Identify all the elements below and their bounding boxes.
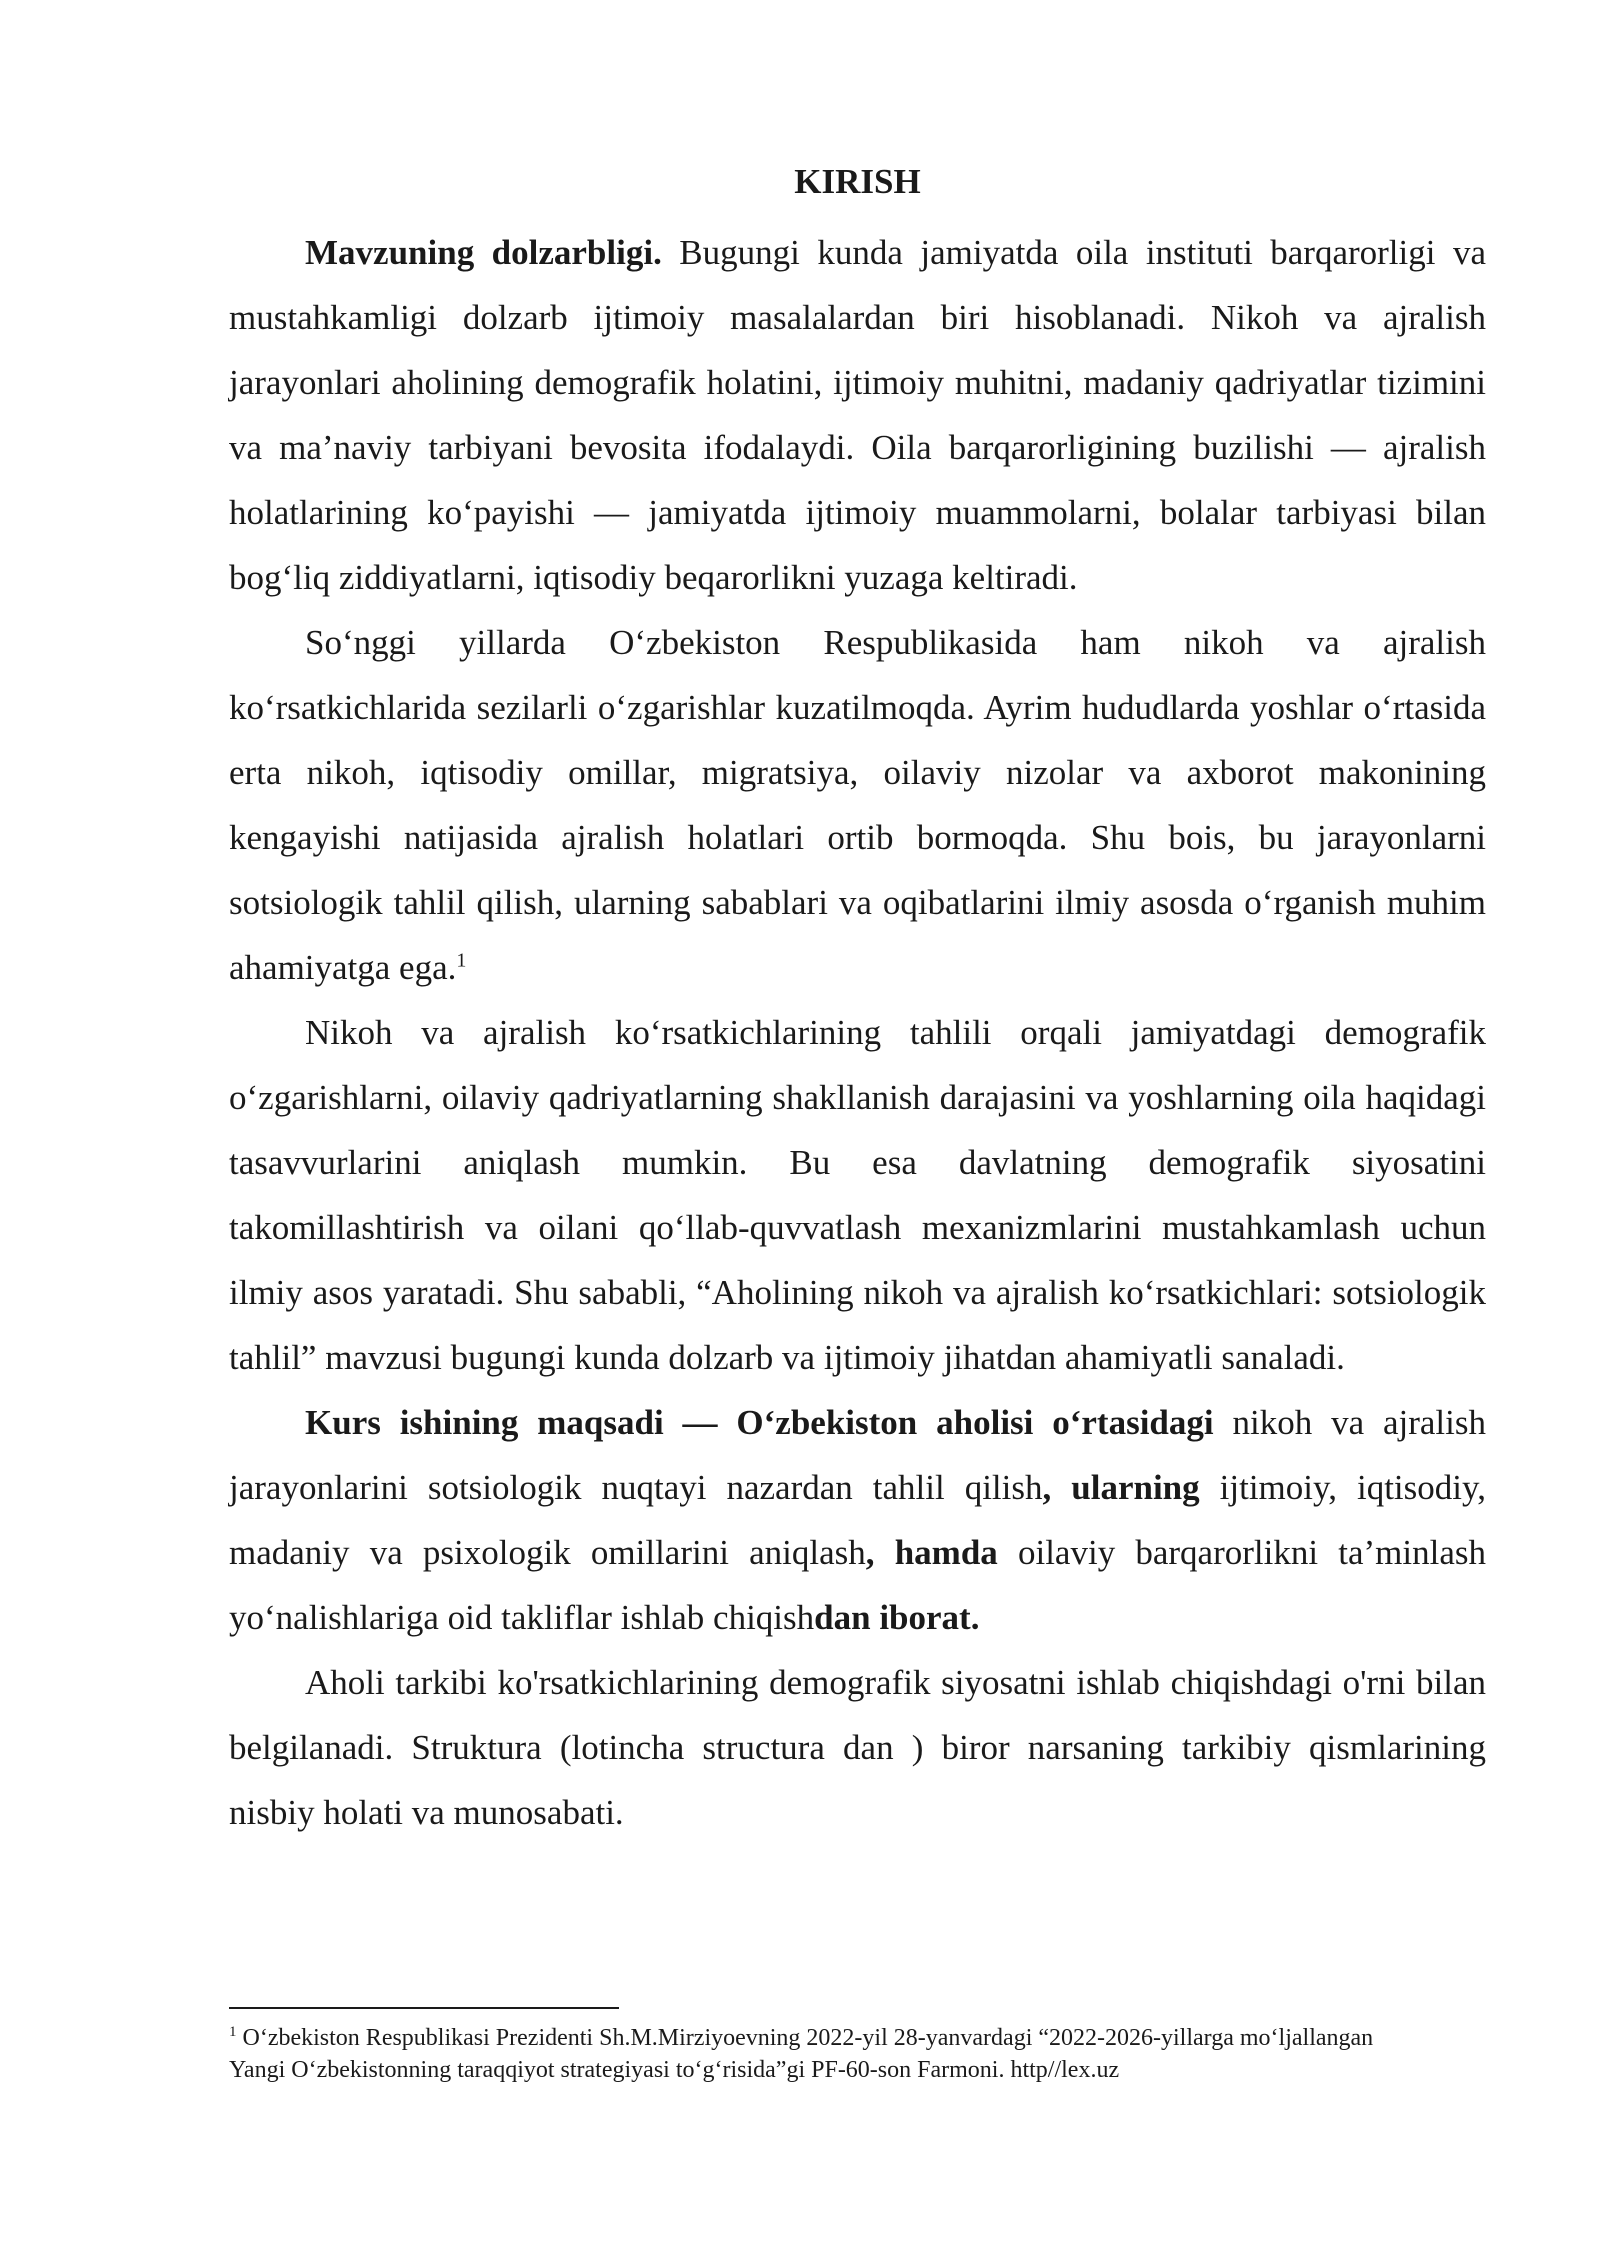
document-body (229, 155, 1486, 1845)
paragraph-recent-years (229, 610, 1486, 1000)
paragraph-relevance-text: Bugungi kunda jamiyatda oila instituti barqarorligi va mustahkamligi dolzarb ijtimoiy masalalardan biri hisoblanadi. Nikoh va ajralish jarayonlari aholining demografik holatini, ijtimoiy muhitni, madaniy qadriyatlar tizimini va ma’naviy tarbiyani bevosita ifodalaydi. Oila barqarorligining buzilishi — ajralish holatlarining koʻpayishi — jamiyatda ijtimoiy muammolarni, bolalar tarbiyasi bilan bogʻliq ziddiyatlarni, iqtisodiy beqarorlikni yuzaga keltiradi. (229, 233, 1486, 597)
purpose-bold-4: dan iborat. (814, 1598, 980, 1637)
paragraph-population-structure-text: Aholi tarkibi ko'rsatkichlarining demografik siyosatni ishlab chiqishdagi o'rni bilan belgilanadi. Struktura (lotincha structura dan ) biror narsaning tarkibiy qismlarining nisbiy holati va munosabati. (229, 1663, 1486, 1832)
paragraph-recent-years-text: Soʻnggi yillarda Oʻzbekiston Respublikasida ham nikoh va ajralish koʻrsatkichlarida sezilarli oʻzgarishlar kuzatilmoqda. Ayrim hududlarda yoshlar oʻrtasida erta nikoh, iqtisodiy omillar, migratsiya, oilaviy nizolar va axborot makonining kengayishi natijasida ajralish holatlari ortib bormoqda. Shu bois, bu jarayonlarni sotsiologik tahlil qilish, ularning sabablari va oqibatlarini ilmiy asosda oʻrganish muhim ahamiyatga ega. (229, 623, 1486, 987)
paragraph-relevance-heading: Mavzuning dolzarbligi. (305, 233, 662, 272)
footnote-separator (229, 2007, 619, 2009)
footnote (229, 2022, 1409, 2086)
purpose-bold-2: , ularning (1042, 1468, 1200, 1507)
purpose-text-1: nikoh va ajralish jarayonlarini sotsiologik nuqtayi nazardan tahlil qilish (229, 1403, 1486, 1507)
paragraph-analysis-text: Nikoh va ajralish koʻrsatkichlarining tahlili orqali jamiyatdagi demografik oʻzgarishlarni, oilaviy qadriyatlarning shakllanish darajasini va yoshlarning oila haqidagi tasavvurlarini aniqlash mumkin. Bu esa davlatning demografik siyosatini takomillashtirish va oilani qoʻllab-quvvatlash mexanizmlarini mustahkamlash uchun ilmiy asos yaratadi. Shu sababli, “Aholining nikoh va ajralish koʻrsatkichlari: sotsiologik tahlil” mavzusi bugungi kunda dolzarb va ijtimoiy jihatdan ahamiyatli sanaladi. (229, 1013, 1486, 1377)
paragraph-analysis (229, 1000, 1486, 1390)
footnote-reference[interactable]: 1 (456, 949, 467, 972)
page-title: KIRISH (794, 162, 921, 201)
footnote-number: 1 (229, 2024, 237, 2040)
purpose-bold-1: Kurs ishining maqsadi — Oʻzbekiston aholisi oʻrtasidagi (305, 1403, 1214, 1442)
purpose-text-2: ijtimoiy, iqtisodiy, madaniy va psixologik omillarini aniqlash (229, 1468, 1486, 1572)
purpose-text-3: oilaviy barqarorlikni ta’minlash yoʻnalishlariga oid takliflar ishlab chiqish (229, 1533, 1487, 1637)
paragraph-population-structure (229, 1650, 1486, 1845)
paragraph-relevance (229, 220, 1486, 610)
footnote-text: Oʻzbekiston Respublikasi Prezidenti Sh.M.Mirziyoevning 2022-yil 28-yanvardagi “2022-2026-yillarga moʻljallangan Yangi Oʻzbekistonning taraqqiyot strategiyasi toʻgʻrisida”gi PF-60-son Farmoni. http//lex.uz (229, 2025, 1374, 2083)
paragraph-purpose (229, 1390, 1486, 1650)
purpose-bold-3: , hamda (865, 1533, 998, 1572)
